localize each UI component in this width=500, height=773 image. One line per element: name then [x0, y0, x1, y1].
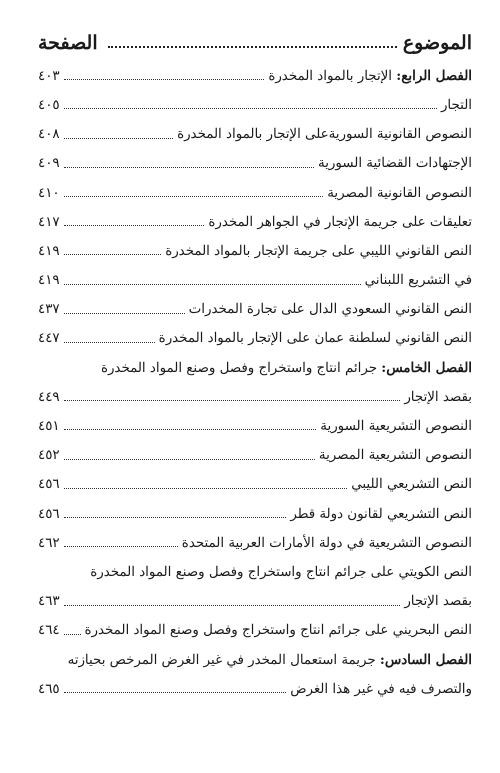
entry-title — [404, 595, 472, 608]
entry-title-text: والتصرف فيه في غير هذا الغرض — [290, 681, 472, 697]
toc-entry — [38, 294, 472, 323]
toc-entry — [38, 410, 472, 439]
entry-title-text: النصوص القانونية المصرية — [327, 185, 472, 201]
leader-dots — [64, 400, 401, 401]
entry-title-text: النص القانوني السعودي الدال على تجارة المخدرات — [188, 302, 472, 318]
page-heading: الصفحة — [38, 32, 98, 54]
leader-dots — [64, 429, 317, 430]
toc-entry — [38, 177, 472, 206]
leader-dots — [64, 254, 162, 255]
toc-entry — [38, 381, 472, 410]
toc-entry — [38, 673, 472, 702]
header-leader-dots — [108, 46, 397, 48]
toc-entry — [38, 148, 472, 177]
toc-entry — [38, 439, 472, 468]
toc-entry — [38, 498, 472, 527]
entry-title — [320, 420, 472, 433]
entry-title — [100, 359, 472, 376]
page-number: ٤١٩ — [38, 243, 60, 259]
toc-entry — [38, 60, 472, 89]
entry-title — [182, 537, 472, 550]
leader-dots — [64, 196, 324, 197]
entry-title — [90, 566, 472, 579]
chapter-label: الفصل الرابع: — [396, 67, 472, 84]
chapter-label: الفصل السادس: — [379, 651, 472, 668]
leader-dots — [64, 108, 437, 109]
page-number: ٤١٠ — [38, 185, 60, 201]
toc-entry — [38, 615, 472, 644]
entry-title — [189, 303, 472, 316]
toc-entry — [38, 206, 472, 235]
toc-entry — [38, 323, 472, 352]
page-number: ٤١٧ — [38, 214, 60, 230]
leader-dots — [64, 692, 287, 693]
page-number: ٤٦٤ — [38, 623, 60, 639]
toc-entry — [38, 118, 472, 147]
entry-title-text: النصوص التشريعية المصرية — [318, 448, 472, 464]
entry-title — [318, 157, 472, 170]
entry-title — [165, 245, 472, 258]
leader-dots — [64, 459, 315, 460]
page-number: ٤٥٢ — [38, 448, 60, 464]
page-number: ٤١٩ — [38, 273, 60, 289]
leader-dots — [64, 546, 178, 547]
toc-entry — [38, 235, 472, 264]
entry-title-text: النص القانوني لسلطنة عمان على الإتجار بالمواد المخدرة — [158, 331, 472, 347]
toc-entry — [38, 352, 472, 381]
leader-dots — [64, 138, 174, 139]
entry-title-text: جريمة استعمال المخدر في غير الغرض المرخص بحيازته — [67, 652, 380, 668]
leader-dots — [64, 605, 401, 606]
toc-entry — [38, 469, 472, 498]
page-number: ٤٥٦ — [38, 506, 60, 522]
entry-title — [85, 624, 473, 637]
page-number: ٤٠٥ — [38, 97, 60, 113]
entry-title — [319, 449, 472, 462]
page-number: ٤٠٨ — [38, 127, 60, 143]
toc-entry — [38, 264, 472, 293]
entry-title-text: النص البحريني على جرائم انتاج واستخراج وفصل وصنع المواد المخدرة — [84, 623, 472, 639]
leader-dots — [64, 488, 348, 489]
page-number: ٤٥٦ — [38, 477, 60, 493]
entry-title-text: النص التشريعي الليبي — [351, 477, 472, 493]
toc-entry — [38, 527, 472, 556]
leader-dots — [64, 284, 361, 285]
toc-header — [38, 28, 472, 54]
page-number: ٤٤٧ — [38, 331, 60, 347]
page-number: ٤٣٧ — [38, 302, 60, 318]
page-number: ٤٦٥ — [38, 681, 60, 697]
entry-title-text: النصوص التشريعية السورية — [320, 419, 472, 435]
entry-title-text: الإتجار بالمواد المخدرة — [268, 68, 397, 84]
entry-title — [351, 478, 472, 491]
entry-title — [290, 683, 472, 696]
entry-title — [290, 508, 472, 521]
leader-dots — [64, 517, 287, 518]
entry-title-text: النص القانوني الليبي على جريمة الإتجار بالمواد المخدرة — [165, 243, 472, 259]
leader-dots — [64, 342, 155, 343]
entry-title — [327, 187, 472, 200]
leader-dots — [64, 79, 265, 80]
toc-entry — [38, 556, 472, 585]
entry-title-text: الإجتهادات القضائية السورية — [318, 156, 472, 172]
leader-dots — [64, 634, 81, 635]
entry-title-text: بقصد الإتجار — [404, 594, 472, 610]
page-number: ٤٤٩ — [38, 389, 60, 405]
page-number: ٤٥١ — [38, 419, 60, 435]
toc-entry — [38, 585, 472, 614]
entry-title — [441, 99, 472, 112]
entry-title-text: النصوص القانونية السوريةعلى الإتجار بالمواد المخدرة — [177, 127, 472, 143]
page-number: ٤٠٣ — [38, 68, 60, 84]
entry-title-text: النصوص التشريعية في دولة الأمارات العربية المتحدة — [181, 535, 472, 551]
entry-title-text: تعليقات على جريمة الإتجار في الجواهر المخدرة — [208, 214, 472, 230]
entry-title-text: في التشريع اللبناني — [364, 273, 472, 289]
entry-title — [404, 391, 472, 404]
toc-page — [38, 28, 472, 702]
entry-title-text: النص التشريعي لقانون دولة قطر — [290, 506, 472, 522]
page-number: ٤٠٩ — [38, 156, 60, 172]
entry-title — [67, 651, 472, 668]
leader-dots — [64, 167, 314, 168]
topic-heading: الموضوع — [402, 32, 472, 54]
entry-title-text: جرائم انتاج واستخراج وفصل وصنع المواد المخدرة — [100, 360, 382, 376]
leader-dots — [64, 225, 205, 226]
page-number: ٤٦٣ — [38, 594, 60, 610]
page-number: ٤٦٢ — [38, 535, 60, 551]
entry-title — [208, 216, 472, 229]
entry-title-text: النص الكويتي على جرائم انتاج واستخراج وفصل وصنع المواد المخدرة — [90, 564, 472, 580]
entry-title — [268, 67, 472, 84]
leader-dots — [64, 313, 185, 314]
entry-title-text: التجار — [440, 97, 472, 113]
entry-title — [365, 274, 472, 287]
toc-list — [38, 60, 472, 702]
entry-title — [177, 128, 472, 141]
toc-entry — [38, 89, 472, 118]
chapter-label: الفصل الخامس: — [381, 359, 472, 376]
entry-title-text: بقصد الإتجار — [404, 389, 472, 405]
toc-entry — [38, 644, 472, 673]
entry-title — [159, 332, 472, 345]
